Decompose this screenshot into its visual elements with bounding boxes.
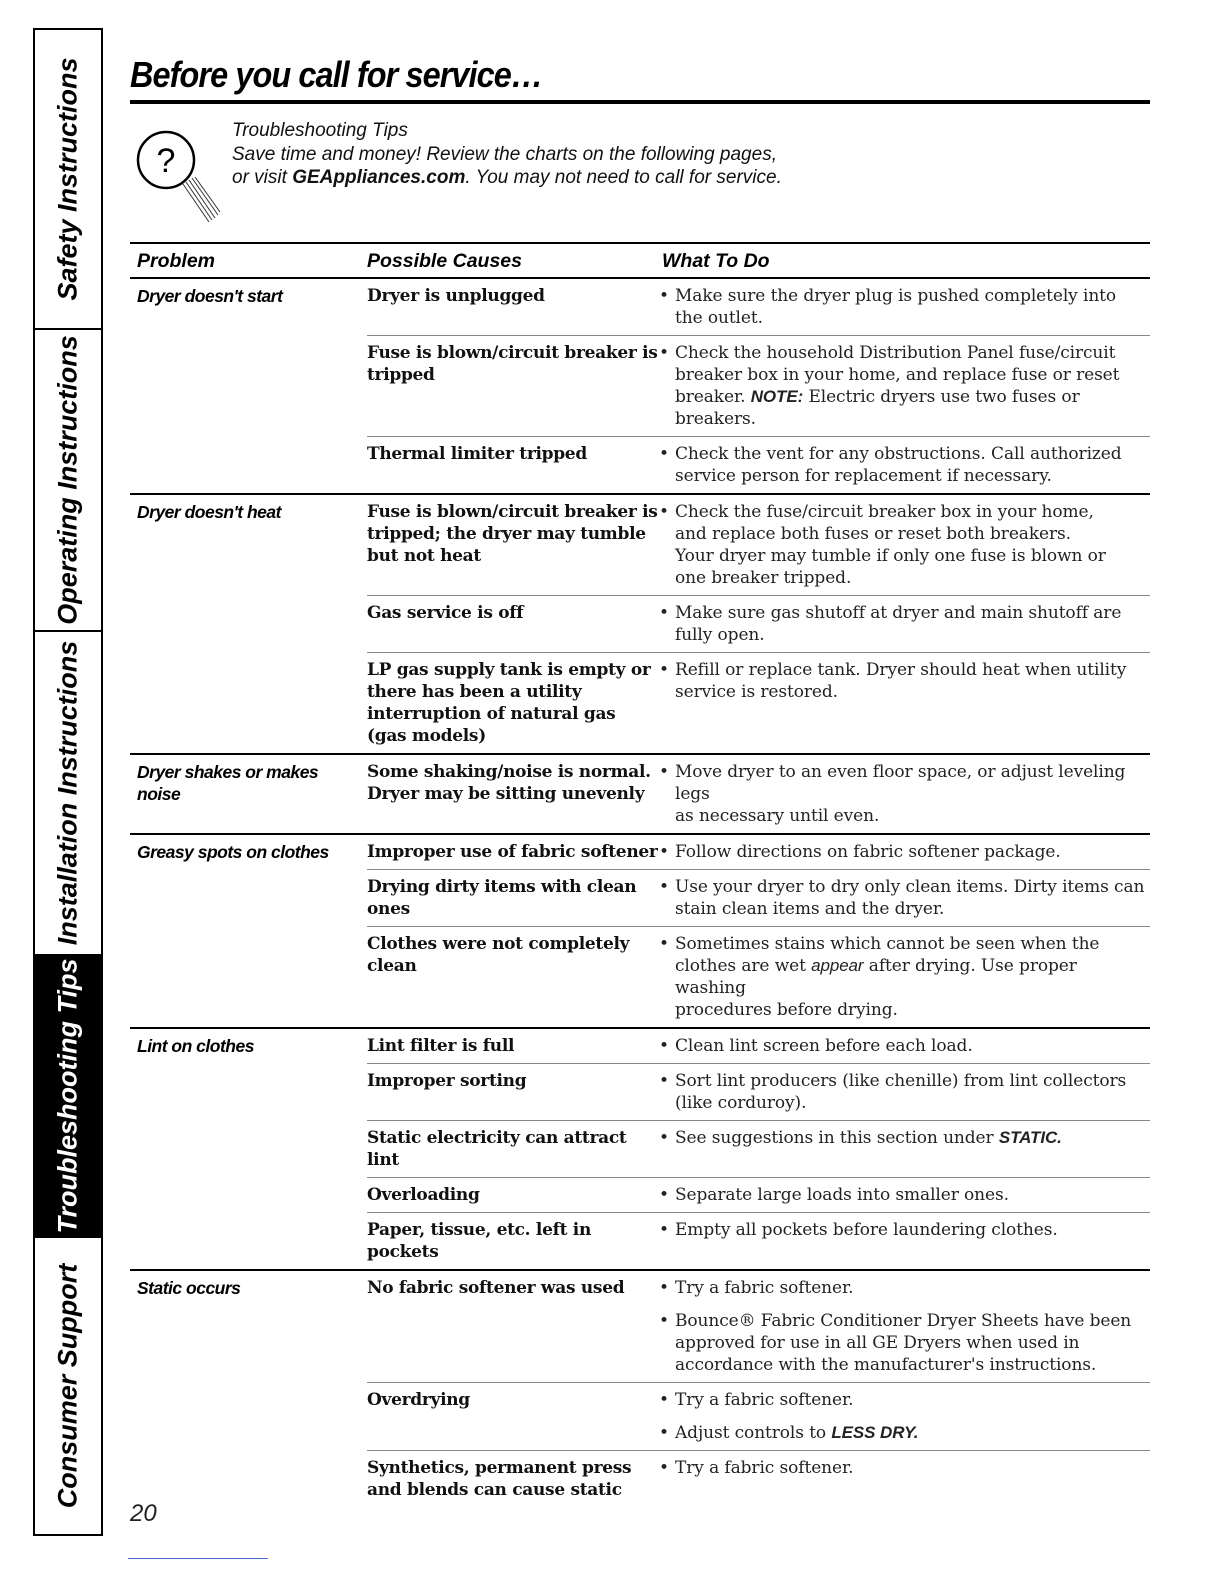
cause-row — [367, 1271, 1150, 1382]
remedy-item — [659, 933, 1149, 1021]
cause-row — [367, 595, 1150, 652]
possible-cause: Gas service is off — [367, 603, 524, 623]
page-title: Before you call for service… — [130, 54, 543, 95]
tips-text: . You may not need to call for service. — [465, 167, 782, 188]
remedy-line: Clean lint screen before each load. — [675, 1036, 973, 1056]
possible-cause: Improper sorting — [367, 1071, 527, 1091]
remedy-line: the outlet. — [675, 308, 763, 328]
note-label: NOTE: — [750, 387, 804, 406]
cause-row — [367, 755, 1150, 833]
cause-row — [367, 1382, 1150, 1450]
remedy-item — [659, 1389, 1149, 1411]
cause-row — [367, 335, 1150, 436]
remedy-item — [659, 1035, 1149, 1057]
remedy-item — [659, 841, 1149, 863]
possible-cause: Some shaking/noise is normal. Dryer may be sitting unevenly — [367, 762, 651, 804]
remedy-item — [659, 1219, 1149, 1241]
remedy-item — [659, 1277, 1149, 1299]
problem-group — [130, 1271, 1150, 1507]
problem-label: Lint on clothes — [137, 1036, 254, 1056]
possible-cause: Synthetics, permanent press and blends can cause static — [367, 1458, 632, 1500]
page-number: 20 — [130, 1500, 157, 1527]
remedy-list — [659, 841, 1149, 863]
emphasized-setting: LESS DRY. — [831, 1423, 919, 1442]
remedy-list — [659, 285, 1149, 329]
remedy-line: breaker box in your home, and replace fuse or reset — [675, 365, 1120, 385]
remedy-list — [659, 1127, 1149, 1171]
section-tabs — [33, 28, 103, 1536]
remedy-line: as necessary until even. — [675, 806, 880, 826]
possible-cause: Dryer is unplugged — [367, 286, 545, 306]
tab-troubleshooting-tips[interactable] — [35, 956, 101, 1238]
possible-cause: Drying dirty items with clean ones — [367, 877, 637, 919]
remedy-item — [659, 285, 1149, 329]
remedy-list — [659, 1219, 1149, 1263]
remedy-line: Check the vent for any obstructions. Call authorized — [675, 444, 1122, 464]
remedy-item — [659, 1184, 1149, 1206]
remedy-line: Try a fabric softener. — [675, 1278, 854, 1298]
problem-group — [130, 279, 1150, 495]
help-icon-glyph: ? — [156, 142, 176, 180]
possible-cause: Overloading — [367, 1185, 480, 1205]
remedy-line: Empty all pockets before laundering clothes. — [675, 1220, 1058, 1240]
remedy-list — [659, 443, 1149, 487]
cause-row — [367, 926, 1150, 1027]
remedy-line: fully open. — [675, 625, 765, 645]
cause-row — [367, 436, 1150, 493]
remedy-item — [659, 501, 1149, 589]
remedy-list — [659, 1277, 1149, 1376]
problem-group — [130, 835, 1150, 1029]
remedy-line: Follow directions on fabric softener package. — [675, 842, 1061, 862]
remedy-list — [659, 1070, 1149, 1114]
cause-row — [367, 495, 1150, 595]
remedy-line: Your dryer may tumble if only one fuse is blown or — [675, 546, 1106, 566]
column-header-todo: What To Do — [662, 250, 770, 272]
tab-label: Safety Instructions — [52, 57, 83, 301]
tab-label: Troubleshooting Tips — [52, 958, 83, 1234]
troubleshooting-tips-intro — [232, 119, 782, 190]
remedy-line: breaker. — [675, 387, 746, 407]
cause-row — [367, 869, 1150, 926]
question-mark-icon — [136, 120, 226, 230]
remedy-item — [659, 602, 1149, 646]
possible-cause: Static electricity can attract lint — [367, 1128, 627, 1170]
title-rule — [130, 100, 1150, 104]
remedy-line: See suggestions in this section under — [675, 1128, 994, 1148]
remedy-list — [659, 602, 1149, 646]
cause-row — [367, 1120, 1150, 1177]
cause-row — [367, 1450, 1150, 1507]
tab-consumer-support[interactable] — [35, 1238, 101, 1534]
remedy-line: service is restored. — [675, 682, 838, 702]
problem-group — [130, 495, 1150, 755]
possible-cause: Improper use of fabric softener — [367, 842, 658, 862]
tab-label: Installation Instructions — [52, 640, 83, 946]
problem-label: Dryer doesn't heat — [137, 502, 281, 522]
tab-safety-instructions[interactable] — [35, 30, 101, 330]
cause-row — [367, 835, 1150, 869]
remedy-list — [659, 342, 1149, 430]
possible-cause: LP gas supply tank is empty or there has been a utility interruption of natural gas (gas models) — [367, 660, 651, 746]
remedy-list — [659, 1457, 1149, 1501]
possible-cause: Paper, tissue, etc. left in pockets — [367, 1220, 591, 1262]
cause-row — [367, 1063, 1150, 1120]
cause-row — [367, 1177, 1150, 1212]
possible-cause: Thermal limiter tripped — [367, 444, 587, 464]
tips-line — [232, 166, 782, 190]
problem-label: Dryer shakes or makes noise — [137, 762, 319, 804]
cause-row — [367, 1029, 1150, 1063]
tab-installation-instructions[interactable] — [35, 632, 101, 956]
possible-cause: Clothes were not completely clean — [367, 934, 630, 976]
remedy-item — [659, 659, 1149, 703]
footer-line — [128, 1558, 268, 1559]
note-text: Electric dryers use two fuses or breakers. — [675, 387, 1080, 429]
remedy-line: Refill or replace tank. Dryer should heat when utility — [675, 660, 1127, 680]
possible-cause: No fabric softener was used — [367, 1278, 625, 1298]
remedy-line: Use your dryer to dry only clean items. Dirty items can — [675, 877, 1145, 897]
remedy-line: Adjust controls to — [675, 1423, 827, 1443]
remedy-list — [659, 933, 1149, 1021]
remedy-line: Make sure gas shutoff at dryer and main shutoff are — [675, 603, 1122, 623]
remedy-item — [659, 443, 1149, 487]
problem-label: Greasy spots on clothes — [137, 842, 329, 862]
emphasized-setting: STATIC. — [998, 1128, 1062, 1147]
remedy-line: service person for replacement if necessary. — [675, 466, 1052, 486]
column-header-problem: Problem — [137, 250, 216, 272]
table-header — [130, 242, 1150, 279]
problem-label: Dryer doesn't start — [137, 286, 283, 306]
cause-row — [367, 279, 1150, 335]
tab-operating-instructions[interactable] — [35, 330, 101, 632]
remedy-list — [659, 761, 1149, 827]
tips-text: or visit — [232, 167, 293, 188]
remedy-line: Try a fabric softener. — [675, 1390, 854, 1410]
remedy-line: approved for use in all GE Dryers when used in — [675, 1333, 1080, 1353]
remedy-line: accordance with the manufacturer's instructions. — [675, 1355, 1097, 1375]
remedy-list — [659, 1035, 1149, 1057]
possible-cause: Fuse is blown/circuit breaker is tripped — [367, 343, 658, 385]
remedy-item — [659, 761, 1149, 827]
remedy-line: clothes are wet appear after drying. Use proper washing — [675, 956, 1077, 998]
remedy-line: Check the household Distribution Panel fuse/circuit — [675, 343, 1116, 363]
problem-group — [130, 755, 1150, 835]
column-header-causes: Possible Causes — [367, 250, 522, 272]
remedy-line: (like corduroy). — [675, 1093, 807, 1113]
problem-label: Static occurs — [137, 1278, 241, 1298]
problem-group — [130, 1029, 1150, 1271]
cause-row — [367, 652, 1150, 753]
tab-label: Operating Instructions — [52, 335, 83, 625]
remedy-line: Move dryer to an even floor space, or adjust leveling legs — [675, 762, 1126, 804]
remedy-item — [659, 1457, 1149, 1479]
remedy-line: Try a fabric softener. — [675, 1458, 854, 1478]
remedy-list — [659, 1184, 1149, 1206]
remedy-line: Sometimes stains which cannot be seen when the — [675, 934, 1100, 954]
remedy-line: Sort lint producers (like chenille) from lint collectors — [675, 1071, 1127, 1091]
remedy-line: stain clean items and the dryer. — [675, 899, 945, 919]
remedy-line: Bounce® Fabric Conditioner Dryer Sheets have been — [675, 1311, 1132, 1331]
remedy-list — [659, 876, 1149, 920]
remedy-item — [659, 876, 1149, 920]
possible-cause: Overdrying — [367, 1390, 470, 1410]
remedy-item — [659, 1422, 1149, 1444]
remedy-line: Separate large loads into smaller ones. — [675, 1185, 1009, 1205]
website-link[interactable]: GEAppliances.com — [292, 167, 466, 188]
remedy-line: one breaker tripped. — [675, 568, 852, 588]
tips-heading: Troubleshooting Tips — [232, 120, 408, 141]
remedy-item — [659, 342, 1149, 430]
cause-row — [367, 1212, 1150, 1269]
remedy-item — [659, 1070, 1149, 1114]
remedy-line: and replace both fuses or reset both breakers. — [675, 524, 1071, 544]
remedy-list — [659, 501, 1149, 589]
tab-label: Consumer Support — [52, 1263, 83, 1509]
possible-cause: Lint filter is full — [367, 1036, 515, 1056]
tips-line: Save time and money! Review the charts on the following pages, — [232, 143, 777, 165]
remedy-line: Check the fuse/circuit breaker box in your home, — [675, 502, 1094, 522]
troubleshooting-table — [130, 242, 1150, 1507]
remedy-item — [659, 1310, 1149, 1376]
remedy-list — [659, 659, 1149, 747]
possible-cause: Fuse is blown/circuit breaker is tripped; the dryer may tumble but not heat — [367, 502, 658, 566]
table-body — [130, 279, 1150, 1507]
remedy-item — [659, 1127, 1149, 1149]
remedy-line: Make sure the dryer plug is pushed completely into — [675, 286, 1117, 306]
remedy-line: procedures before drying. — [675, 1000, 898, 1020]
remedy-list — [659, 1389, 1149, 1444]
